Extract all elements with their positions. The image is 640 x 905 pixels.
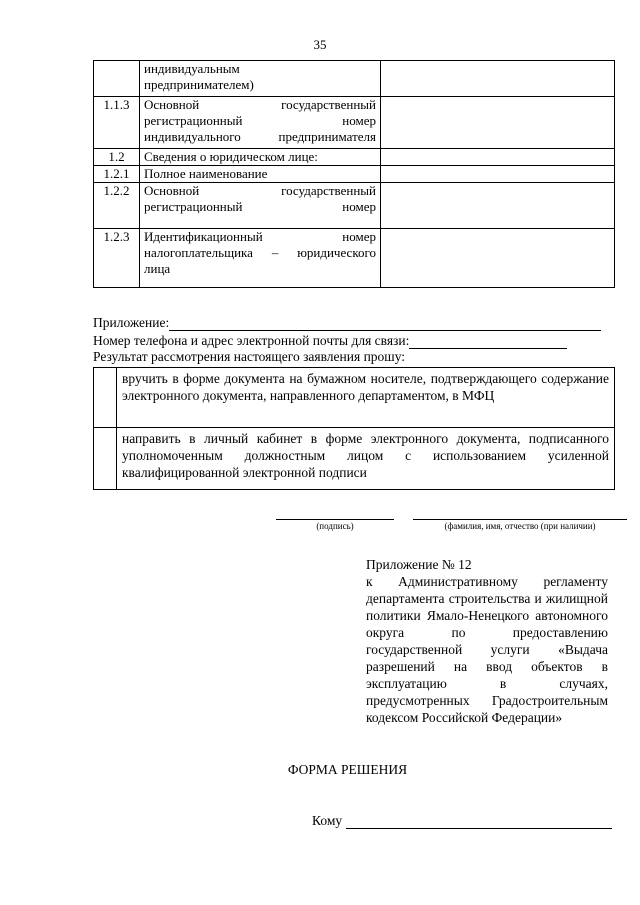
row-number: 1.2.2	[94, 183, 140, 229]
row-description	[140, 166, 381, 183]
table-row	[94, 183, 615, 229]
row-number	[94, 61, 140, 97]
row-value-field[interactable]	[381, 166, 615, 183]
table-row	[94, 61, 615, 97]
description-line: регистрационный номер	[144, 113, 376, 128]
attachment-label: Приложение:	[93, 315, 170, 330]
result-options-table	[93, 367, 615, 490]
row-description	[140, 149, 381, 166]
row-description	[140, 97, 381, 149]
table-row	[94, 149, 615, 166]
attachment-line	[93, 315, 601, 331]
option-cabinet-row	[94, 428, 615, 490]
description-line: индивидуального предпринимателя	[144, 129, 376, 144]
row-description	[140, 229, 381, 288]
name-line[interactable]	[413, 519, 627, 520]
signature-line[interactable]	[276, 519, 394, 520]
table-row	[94, 229, 615, 288]
appendix-text: к Административному регламенту департамента строительства и жилищной политики Ямало-Ненецкого автономного округа по предоставлению государственной услуги «Выдача разрешений на ввод объектов в эксплуатацию в случаях, предусмотренных Градостроительным кодексом Российской Федерации»	[366, 574, 608, 725]
attachment-field[interactable]	[169, 318, 601, 331]
table-row	[94, 166, 615, 183]
row-number: 1.2.3	[94, 229, 140, 288]
recipient-field[interactable]	[346, 816, 612, 829]
contact-label: Номер телефона и адрес электронной почты для связи:	[93, 333, 410, 348]
appendix-title: Приложение № 12	[366, 557, 472, 572]
option-cabinet-checkbox[interactable]	[94, 428, 117, 490]
row-value-field[interactable]	[381, 61, 615, 97]
description-line: регистрационный номер	[144, 199, 376, 214]
signature-label: (подпись)	[316, 521, 354, 531]
description-line: Основной государственный	[144, 183, 376, 198]
row-description	[140, 183, 381, 229]
row-value-field[interactable]	[381, 183, 615, 229]
row-number: 1.2.1	[94, 166, 140, 183]
result-label: Результат рассмотрения настоящего заявления прошу:	[93, 349, 406, 364]
description-line: индивидуальным	[144, 61, 240, 76]
result-line	[93, 349, 405, 365]
description-line: Основной государственный	[144, 97, 376, 112]
row-value-field[interactable]	[381, 229, 615, 288]
row-value-field[interactable]	[381, 149, 615, 166]
row-value-field[interactable]	[381, 97, 615, 149]
option-paper-text: вручить в форме документа на бумажном носителе, подтверждающего содержание электронного документа, направленного департаментом, в МФЦ	[117, 368, 615, 428]
description-line: лица	[144, 261, 171, 276]
description-line: Сведения о юридическом лице:	[144, 149, 318, 164]
contact-field[interactable]	[409, 336, 567, 349]
table-row	[94, 97, 615, 149]
recipient-line	[312, 813, 612, 829]
contact-line	[93, 333, 567, 349]
description-line: предпринимателем)	[144, 77, 254, 92]
description-line: Полное наименование	[144, 166, 268, 181]
applicant-info-table	[93, 60, 615, 288]
description-line: налогоплательщика – юридического	[144, 245, 376, 260]
option-paper-row	[94, 368, 615, 428]
row-number: 1.1.3	[94, 97, 140, 149]
description-line: Идентификационный номер	[144, 229, 376, 244]
name-label: (фамилия, имя, отчество (при наличии)	[444, 521, 596, 531]
option-cabinet-text: направить в личный кабинет в форме электронного документа, подписанного уполномоченным должностным лицом с использованием усиленной квалифицированной электронной подписи	[117, 428, 615, 490]
form-title: ФОРМА РЕШЕНИЯ	[287, 762, 408, 777]
row-number: 1.2	[94, 149, 140, 166]
page-number: 35	[313, 37, 327, 52]
row-description	[140, 61, 381, 97]
recipient-label: Кому	[312, 813, 343, 828]
option-paper-checkbox[interactable]	[94, 368, 117, 428]
appendix-block	[366, 556, 608, 726]
